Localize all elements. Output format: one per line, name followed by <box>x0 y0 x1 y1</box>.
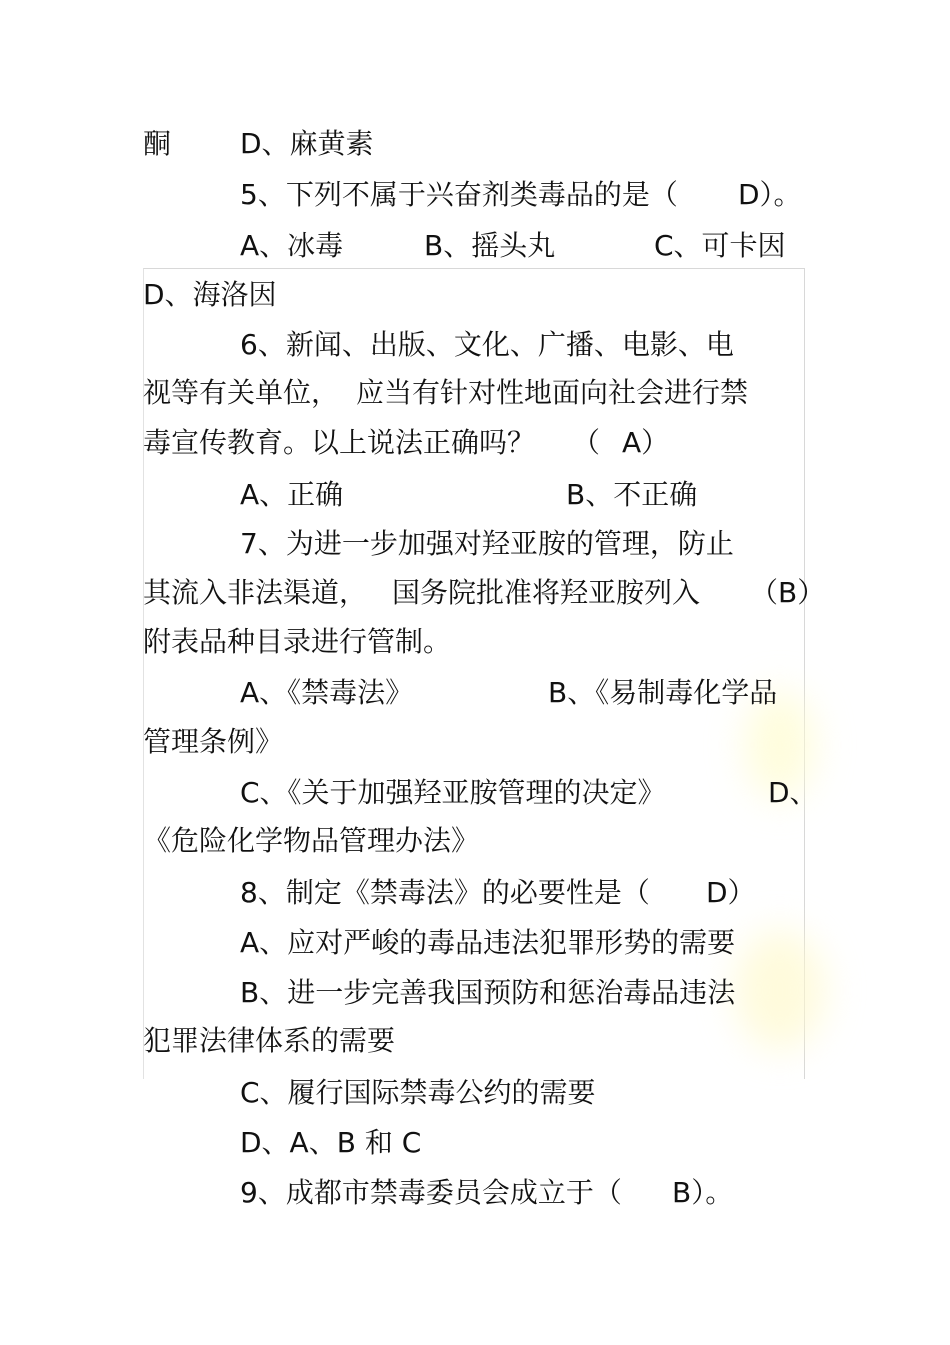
question-9-answer: B）。 <box>672 1176 734 1209</box>
question-7: 7、为进一步加强对羟亚胺的管理，防止 <box>240 527 734 560</box>
question-5: 5、下列不属于兴奋剂类毒品的是（ <box>240 178 678 211</box>
option-d: D、 <box>768 776 818 809</box>
question-8: 8、制定《禁毒法》的必要性是（ <box>240 876 650 909</box>
question-7-answer: （B） <box>750 576 826 609</box>
option-a: A、正确 <box>240 478 344 511</box>
text-line: （ <box>572 426 601 459</box>
text-line: 其流入非法渠道， <box>143 576 368 609</box>
text-line: 犯罪法律体系的需要 <box>143 1024 396 1057</box>
option-d: D、A、B 和 C <box>240 1126 422 1159</box>
text-line: 国务院批准将羟亚胺列入 <box>392 576 701 609</box>
option-d: D、海洛因 <box>143 278 277 311</box>
option-c: C、《关于加强羟亚胺管理的决定》 <box>240 776 666 809</box>
option-b: B、不正确 <box>566 478 698 511</box>
option-a: A、《禁毒法》 <box>240 676 414 709</box>
question-5-answer: D）。 <box>738 178 802 211</box>
text-line: 视等有关单位， <box>143 376 340 409</box>
text-line: D、麻黄素 <box>240 127 374 160</box>
text-line: 管理条例》 <box>143 725 284 758</box>
question-6-answer: A） <box>622 426 670 459</box>
option-a: A、应对严峻的毒品违法犯罪形势的需要 <box>240 926 736 959</box>
scan-highlight <box>735 930 825 1050</box>
question-6: 6、新闻、出版、文化、广播、电影、电 <box>240 328 734 361</box>
option-c: C、可卡因 <box>654 229 786 262</box>
text-line: 《危险化学物品管理办法》 <box>143 824 480 857</box>
question-9: 9、成都市禁毒委员会成立于（ <box>240 1176 622 1209</box>
text-line: 毒宣传教育。以上说法正确吗？ <box>143 426 536 459</box>
question-8-answer: D） <box>706 876 756 909</box>
text-line: 酮 <box>143 127 172 160</box>
option-a: A、冰毒 <box>240 229 344 262</box>
text-line: 附表品种目录进行管制。 <box>143 625 452 658</box>
option-c: C、履行国际禁毒公约的需要 <box>240 1076 596 1109</box>
option-b: B、进一步完善我国预防和惩治毒品违法 <box>240 976 736 1009</box>
option-b: B、《易制毒化学品 <box>548 676 778 709</box>
text-line: 应当有针对性地面向社会进行禁 <box>356 376 749 409</box>
option-b: B、摇头丸 <box>424 229 556 262</box>
